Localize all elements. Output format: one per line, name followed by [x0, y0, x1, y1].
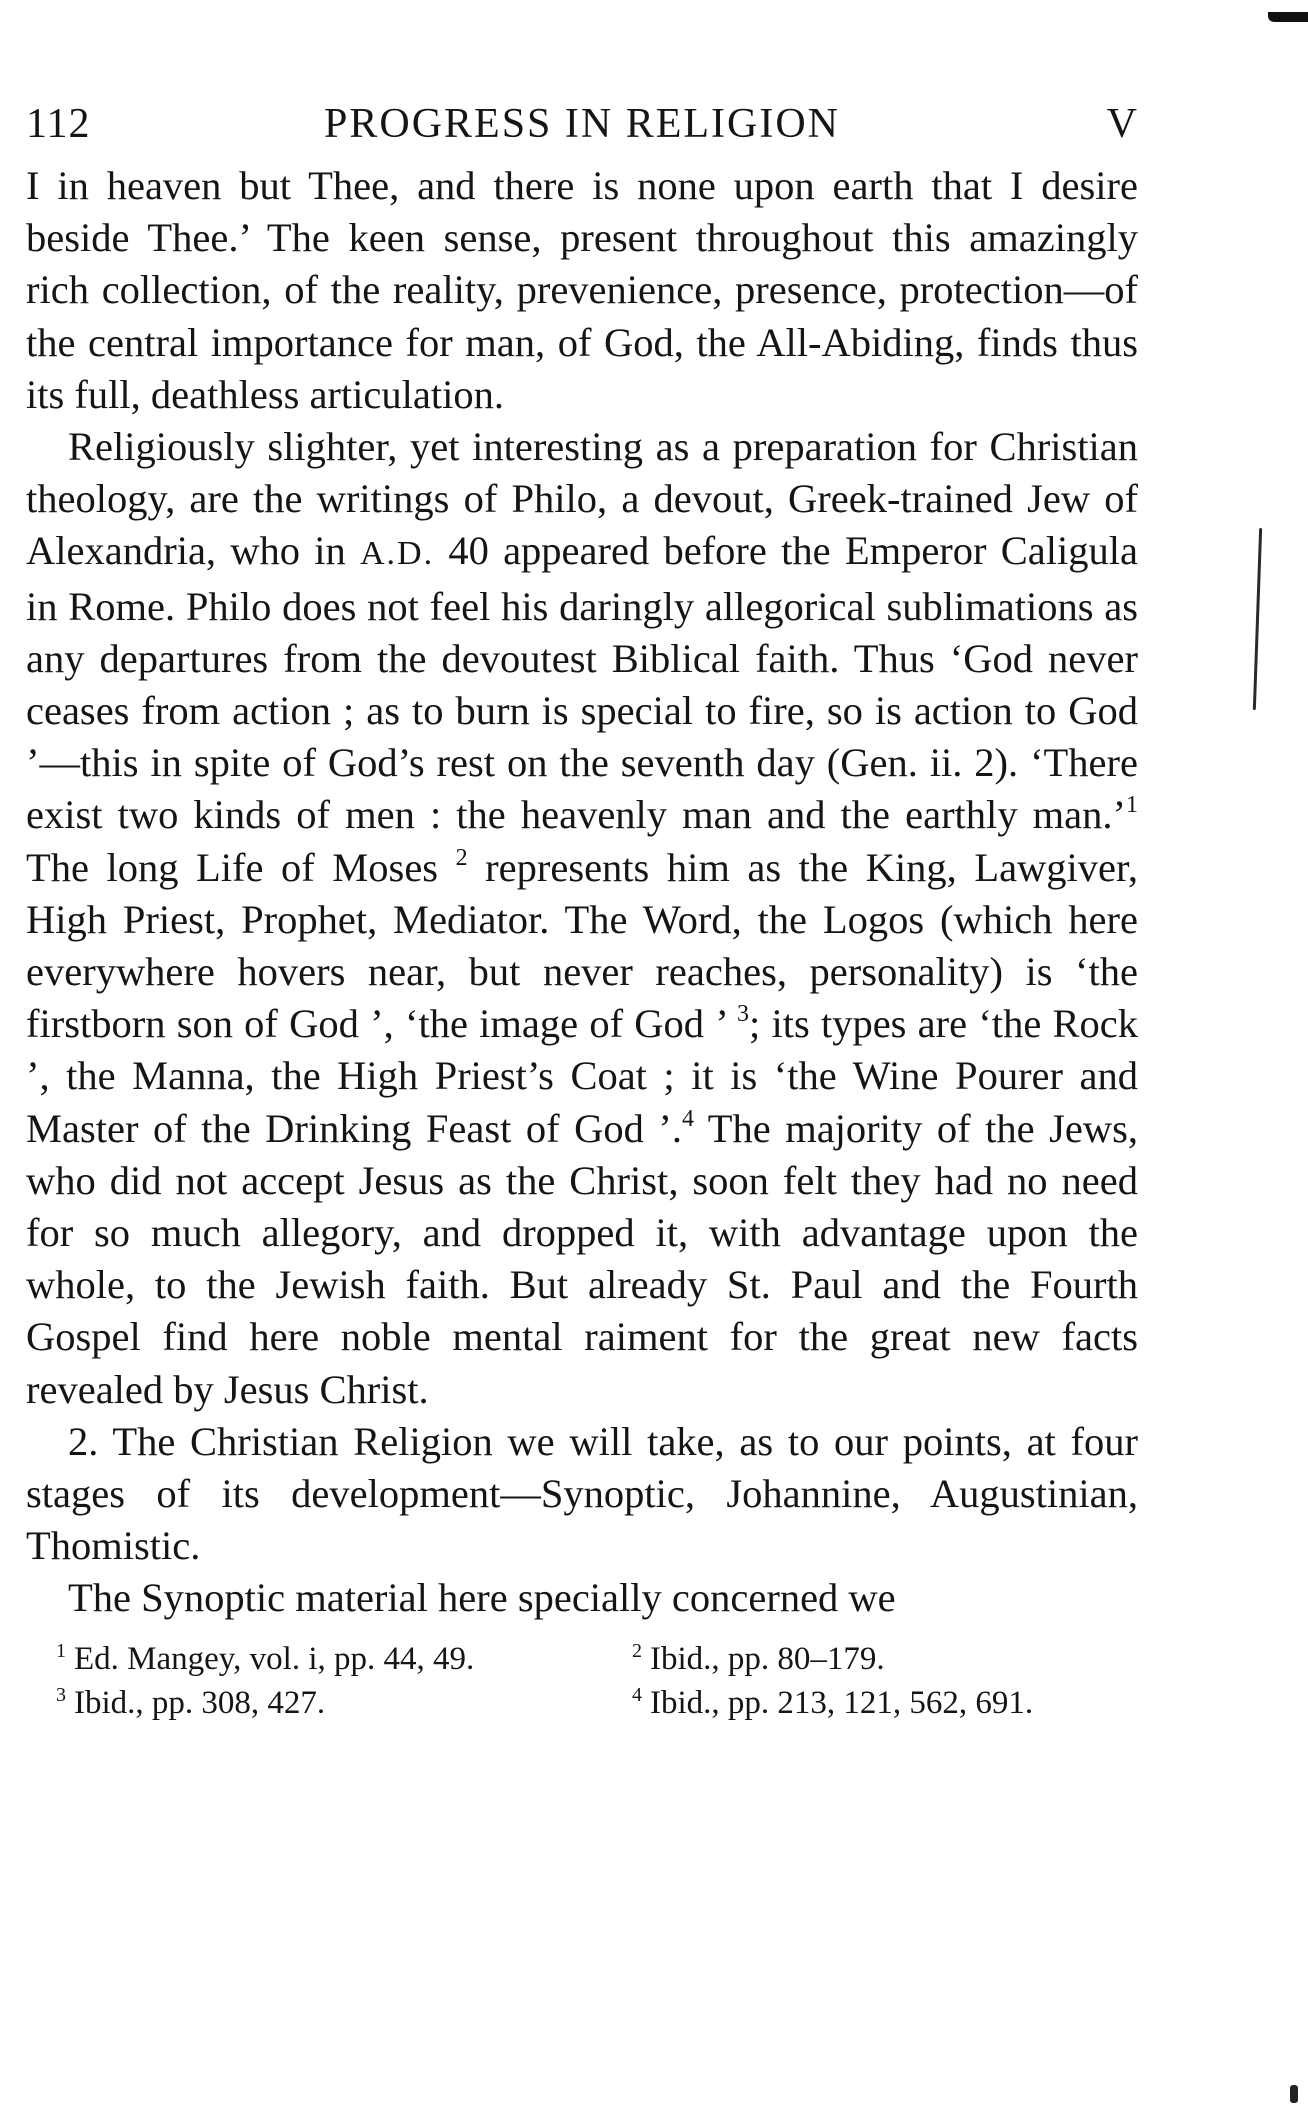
- text-run: 40 appeared before the Emperor Caligula in Rome. Philo does not feel his daringly allegorical sublimations as any departures from the devoutest Biblical faith. Thus ‘God never ceases from action ; as to burn is special to fire, so is action to God ’—this in spite of God’s rest on the seventh day (Gen. ii. 2). ‘There exist two kinds of men : the heavenly man and the earthly man.’: [26, 528, 1138, 838]
- footnote-mark: 4: [632, 1683, 642, 1706]
- footnote-2: [582, 1637, 1138, 1681]
- paragraph-christian-religion: 2. The Christian Religion we will take, as to our points, at four stages of its development—Synoptic, Johannine, Augustinian, Thomistic.: [26, 1418, 1138, 1569]
- text-run: represents him as the King, Lawgiver, High Priest, Prophet, Mediator. The Word, the Logos (which here everywhere hovers near, but never reaches, personality) is ‘the firstborn son of God ’, ‘the image of God ’: [26, 844, 1139, 1047]
- footnote-ref-4[interactable]: 4: [681, 1105, 694, 1132]
- page: [26, 100, 1138, 1725]
- footnote-3: [26, 1681, 582, 1725]
- era-abbreviation: A.D.: [360, 535, 435, 573]
- page-corner-mark: [1268, 12, 1308, 22]
- footnote-row: [26, 1681, 1138, 1725]
- paragraph-continuation: I in heaven but Thee, and there is none upon earth that I desire beside Thee.’ The keen sense, present throughout this amazingly rich collection, of the reality, prevenience, presence, protection—of the central importance for man, of God, the All-Abiding, finds thus its full, deathless articulation.: [26, 163, 1138, 417]
- paragraph-synoptic: The Synoptic material here specially concerned we: [68, 1575, 896, 1621]
- paragraph-philo: [26, 421, 1138, 1416]
- page-number: 112: [26, 101, 91, 147]
- footnote-text: Ed. Mangey, vol. i, pp. 44, 49.: [74, 1640, 475, 1677]
- footnote-mark: 2: [632, 1639, 642, 1662]
- footnote-row: [26, 1637, 1138, 1681]
- footnote-ref-2[interactable]: 2: [455, 844, 468, 871]
- text-run: ; its types are ‘the Rock ’, the Manna, the High Priest’s Coat ; it is ‘the Wine Pourer and Master of the Drinking Feast of God ’.: [26, 1001, 1139, 1151]
- footnote-mark: 3: [56, 1683, 66, 1706]
- footnote-text: Ibid., pp. 213, 121, 562, 691.: [650, 1684, 1034, 1721]
- footnote-text: Ibid., pp. 308, 427.: [74, 1684, 326, 1721]
- margin-pencil-mark: [1253, 528, 1262, 710]
- footnote-text: Ibid., pp. 80–179.: [650, 1640, 885, 1677]
- text-run: The majority of the Jews, who did not accept Jesus as the Christ, soon felt they had no need for so much allegory, and dropped it, with advantage upon the whole, to the Jewish faith. But already St. Paul and the Fourth Gospel find here noble mental raiment for the great new facts revealed by Jesus Christ.: [26, 1105, 1138, 1412]
- footnote-ref-3[interactable]: 3: [736, 1001, 749, 1028]
- running-title: PROGRESS IN RELIGION: [323, 101, 841, 147]
- page-speck: [1290, 2085, 1298, 2103]
- text-run: The long Life of Moses: [26, 844, 439, 890]
- footnotes: [26, 1637, 1138, 1725]
- footnote-mark: 1: [56, 1639, 66, 1662]
- running-header: [26, 100, 1138, 160]
- footnote-ref-1[interactable]: 1: [1126, 792, 1138, 819]
- chapter-number: V: [1106, 101, 1138, 147]
- footnote-1: [26, 1637, 582, 1681]
- body-text: [26, 160, 1138, 1625]
- text-run: Religiously slighter, yet interesting as a preparation for Christian theology, are the writings of Philo, a devout, Greek-trained Jew of Alexandria, who in: [26, 424, 1138, 574]
- footnote-4: [582, 1681, 1138, 1725]
